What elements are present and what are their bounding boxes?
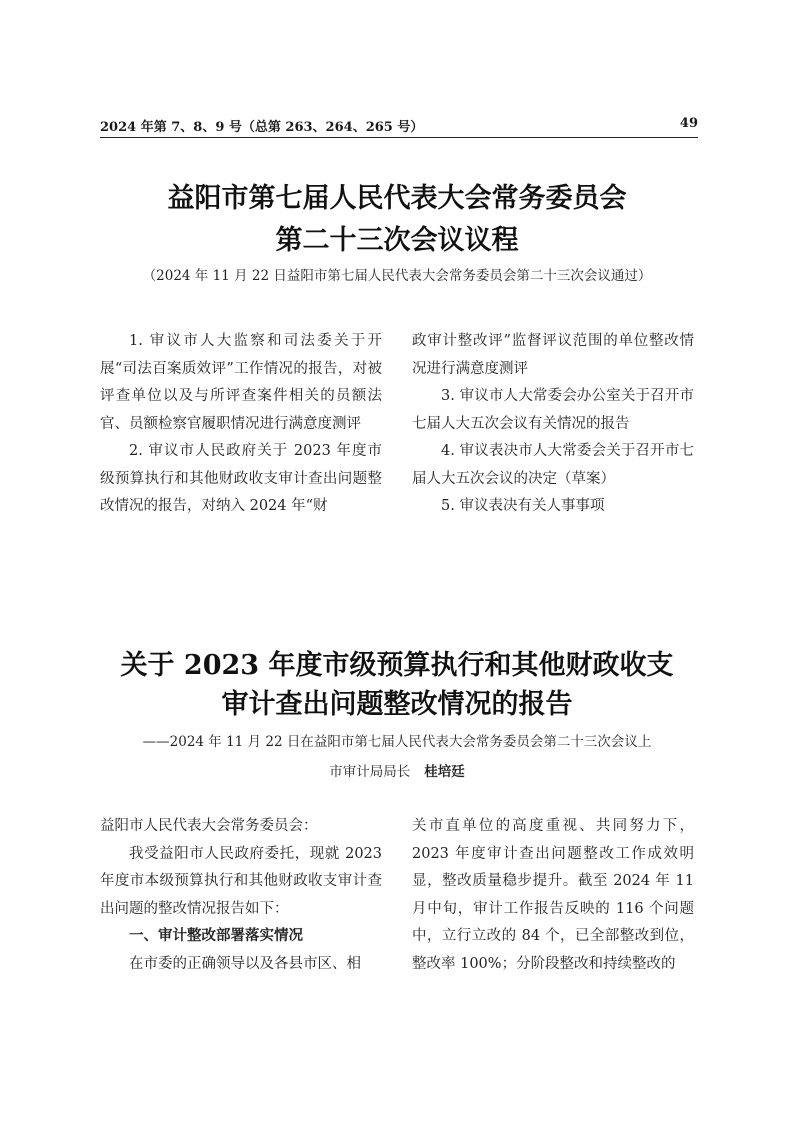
article2-subtitle: ——2024 年 11 月 22 日在益阳市第七届人民代表大会常务委员会第二十三次会议上 (142, 734, 652, 750)
section1-paragraph-start: 在市委的正确领导以及各县市区、相 (129, 955, 361, 972)
agenda-item-1: 1. 审议市人大监察和司法委关于开展“司法百案质效评”工作情况的报告，对被评查单位以及与所评查案件相关的员额法官、员额检察官履职情况进行满意度测评 (100, 333, 382, 432)
agenda-item-3: 3. 审议市人大常委会办公室关于召开市七届人大五次会议有关情况的报告 (412, 388, 694, 432)
intro-paragraph: 我受益阳市人民政府委托，现就 2023 年度市本级预算执行和其他财政收支审计查出问题的整改情况报告如下： (100, 845, 382, 917)
article1-subtitle: （2024 年 11 月 22 日益阳市第七届人民代表大会常务委员会第二十三次会议通过） (142, 268, 652, 284)
author-role: 市审计局局长 (329, 764, 411, 780)
article2-right-column (412, 813, 694, 978)
article2-title-line2: 审计查出问题整改情况的报告 (221, 689, 573, 720)
agenda-item-4: 4. 审议表决市人大常委会关于召开市七届人大五次会议的决定（草案） (412, 443, 694, 487)
salutation: 益阳市人民代表大会常务委员会： (100, 818, 318, 834)
agenda-item-2-continued: 政审计整改评”监督评议范围的单位整改情况进行满意度测评 (412, 333, 694, 377)
article1-left-column (100, 328, 382, 521)
article2-title-line1: 关于 2023 年度市级预算执行和其他财政收支 (120, 650, 674, 681)
section1-paragraph-continued: 关市直单位的高度重视、共同努力下，2023 年度审计查出问题整改工作成效明显，整改质量稳步提升。截至 2024 年 11 月中旬，审计工作报告反映的 116 个问题中，立行立改的 84 个，已全部整改到位，整改率 100%；分阶段整改和持续整改的 (412, 818, 694, 972)
article2-left-column (100, 813, 382, 978)
page-number: 49 (679, 116, 698, 131)
article1-title-line1: 益阳市第七届人民代表大会常务委员会 (167, 183, 627, 214)
section1-heading: 一、审计整改部署落实情况 (129, 928, 303, 944)
running-header (100, 116, 698, 136)
article1-right-column (412, 328, 694, 521)
article1-title-line2: 第二十三次会议议程 (275, 225, 519, 256)
issue-info: 2024 年第 7、8、9 号（总第 263、264、265 号） (100, 120, 424, 135)
agenda-item-5: 5. 审议表决有关人事事项 (441, 498, 605, 514)
author-name: 桂培廷 (424, 764, 465, 780)
article2-byline (40, 760, 754, 780)
header-divider (100, 137, 698, 138)
agenda-item-2: 2. 审议市人民政府关于 2023 年度市级预算执行和其他财政收支审计查出问题整改情况的报告，对纳入 2024 年“财 (100, 443, 382, 514)
